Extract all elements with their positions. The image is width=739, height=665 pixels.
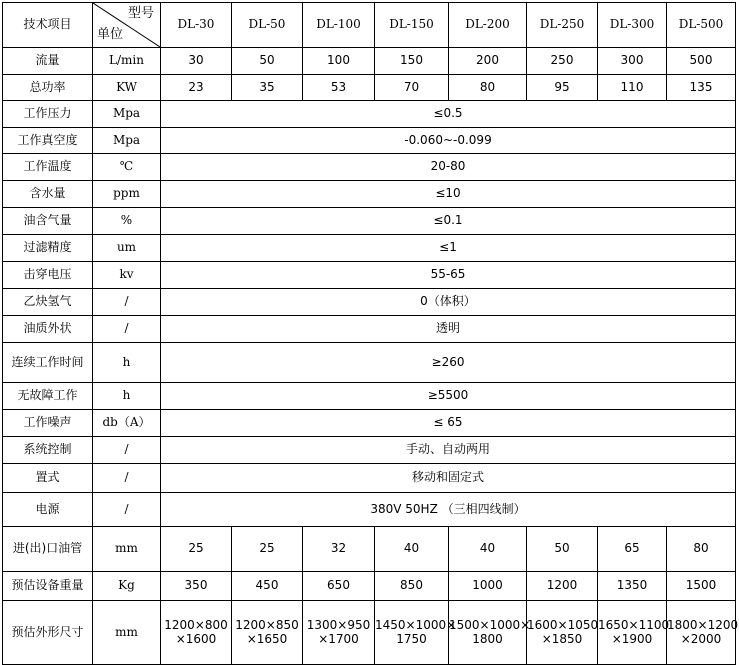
row-unit: um [93, 235, 161, 262]
model-header: DL-200 [449, 3, 527, 48]
row-label: 工作真空度 [3, 128, 93, 154]
row-unit: KW [93, 75, 161, 101]
size-line-2: ×1600 [175, 631, 217, 646]
row-value: 650 [303, 572, 375, 601]
size-line-1: 1600×1050 [527, 617, 599, 632]
row-value: 53 [303, 75, 375, 101]
size-value [667, 601, 739, 665]
model-header: DL-500 [667, 3, 736, 48]
row-label: 流量 [3, 48, 93, 75]
row-value: ≤1 [161, 235, 736, 262]
row-mtbf [3, 383, 736, 410]
row-unit: / [93, 437, 161, 464]
row-supply [3, 493, 736, 527]
row-label: 工作温度 [3, 154, 93, 181]
row-unit: / [93, 289, 161, 316]
row-gas [3, 208, 736, 235]
model-header: DL-250 [527, 3, 598, 48]
size-value [449, 601, 531, 665]
row-value: 25 [232, 527, 303, 572]
model-header: DL-30 [161, 3, 232, 48]
row-value: 80 [449, 75, 527, 101]
row-label: 击穿电压 [3, 262, 93, 289]
row-label: 进(出)口油管 [3, 527, 93, 572]
row-value: 150 [375, 48, 449, 75]
header-corner-cell [93, 3, 161, 48]
row-unit: ppm [93, 181, 161, 208]
row-label: 连续工作时间 [3, 343, 93, 383]
row-unit: kv [93, 262, 161, 289]
size-line-2: 1750 [396, 631, 427, 646]
size-line-2: ×1900 [611, 631, 653, 646]
size-value [303, 601, 375, 665]
row-unit: Kg [93, 572, 161, 601]
row-value: 65 [598, 527, 667, 572]
row-value: ≥260 [161, 343, 736, 383]
row-filter [3, 235, 736, 262]
row-unit: mm [93, 527, 161, 572]
corner-model-label: 型号 [127, 6, 154, 21]
row-label: 乙炔氢气 [3, 289, 93, 316]
row-mount [3, 464, 736, 493]
row-acetylene [3, 289, 736, 316]
row-power [3, 75, 736, 101]
row-value: 1500 [667, 572, 736, 601]
row-unit: Mpa [93, 101, 161, 128]
row-label: 油质外状 [3, 316, 93, 343]
size-line-1: 1200×850 [235, 617, 299, 632]
row-label: 系统控制 [3, 437, 93, 464]
row-value: 450 [232, 572, 303, 601]
row-label: 总功率 [3, 75, 93, 101]
row-value: 40 [375, 527, 449, 572]
header-row [3, 3, 736, 48]
row-value: 23 [161, 75, 232, 101]
row-unit: db（A） [93, 410, 161, 437]
row-value: 25 [161, 527, 232, 572]
row-unit: L/min [93, 48, 161, 75]
row-value: 1000 [449, 572, 527, 601]
row-value: 380V 50HZ （三相四线制） [161, 493, 736, 527]
row-label: 含水量 [3, 181, 93, 208]
size-value [375, 601, 457, 665]
row-noise [3, 410, 736, 437]
row-water [3, 181, 736, 208]
row-weight [3, 572, 736, 601]
row-value: ≥5500 [161, 383, 736, 410]
row-value: 110 [598, 75, 667, 101]
header-item-label: 技术项目 [3, 3, 93, 48]
row-size [3, 601, 736, 665]
model-header: DL-100 [303, 3, 375, 48]
row-flow [3, 48, 736, 75]
row-value: 0（体积） [161, 289, 736, 316]
row-value: 20-80 [161, 154, 736, 181]
row-value: 100 [303, 48, 375, 75]
row-value: 32 [303, 527, 375, 572]
row-control [3, 437, 736, 464]
row-label: 预估设备重量 [3, 572, 93, 601]
row-value: 50 [232, 48, 303, 75]
row-unit: Mpa [93, 128, 161, 154]
row-unit: h [93, 343, 161, 383]
row-unit: / [93, 464, 161, 493]
row-value: 手动、自动两用 [161, 437, 736, 464]
row-value: 850 [375, 572, 449, 601]
size-line-1: 1300×950 [306, 617, 371, 632]
size-line-1: 1500×1000× [449, 617, 531, 632]
row-unit: / [93, 316, 161, 343]
size-line-2: 1800 [472, 631, 503, 646]
row-value: 1200 [527, 572, 598, 601]
row-vacuum [3, 128, 736, 154]
row-value: 40 [449, 527, 527, 572]
row-value: 1350 [598, 572, 667, 601]
size-line-1: 1200×800 [164, 617, 228, 632]
row-unit: ℃ [93, 154, 161, 181]
size-line-2: ×1650 [246, 631, 288, 646]
row-unit: / [93, 493, 161, 527]
model-header: DL-50 [232, 3, 303, 48]
row-value: 200 [449, 48, 527, 75]
row-temp [3, 154, 736, 181]
row-value: ≤0.1 [161, 208, 736, 235]
row-unit: h [93, 383, 161, 410]
row-value: 55-65 [161, 262, 736, 289]
size-value [161, 601, 232, 665]
row-value: ≤ 65 [161, 410, 736, 437]
size-line-1: 1450×1000× [375, 617, 457, 632]
row-value: 135 [667, 75, 736, 101]
row-value: 移动和固定式 [161, 464, 736, 493]
row-value: 80 [667, 527, 736, 572]
row-value: ≤10 [161, 181, 736, 208]
row-unit: mm [93, 601, 161, 665]
row-unit: % [93, 208, 161, 235]
size-line-2: ×1700 [318, 631, 359, 646]
model-header: DL-300 [598, 3, 667, 48]
row-value: 50 [527, 527, 598, 572]
row-value: 透明 [161, 316, 736, 343]
size-line-2: ×2000 [680, 631, 722, 646]
row-value: 300 [598, 48, 667, 75]
row-appearance [3, 316, 736, 343]
row-label: 预估外形尺寸 [3, 601, 93, 665]
row-label: 油含气量 [3, 208, 93, 235]
row-value: 35 [232, 75, 303, 101]
row-pipe [3, 527, 736, 572]
size-line-1: 1650×1100 [598, 617, 670, 632]
row-value: 350 [161, 572, 232, 601]
spec-table [2, 2, 739, 665]
size-value [598, 601, 670, 665]
size-value [232, 601, 303, 665]
row-label: 工作压力 [3, 101, 93, 128]
row-value: -0.060~-0.099 [161, 128, 736, 154]
row-label: 过滤精度 [3, 235, 93, 262]
model-header: DL-150 [375, 3, 449, 48]
row-value: 95 [527, 75, 598, 101]
row-label: 电源 [3, 493, 93, 527]
row-value: 500 [667, 48, 736, 75]
row-pressure [3, 101, 736, 128]
row-label: 置式 [3, 464, 93, 493]
row-value: 70 [375, 75, 449, 101]
row-continuous [3, 343, 736, 383]
row-value: 250 [527, 48, 598, 75]
corner-unit-label: 单位 [97, 27, 124, 43]
row-label: 工作噪声 [3, 410, 93, 437]
row-value: 30 [161, 48, 232, 75]
row-breakdown [3, 262, 736, 289]
row-label: 无故障工作 [3, 383, 93, 410]
size-line-2: ×1850 [541, 631, 583, 646]
size-value [527, 601, 598, 665]
size-line-1: 1800×1200 [667, 617, 739, 632]
row-value: ≤0.5 [161, 101, 736, 128]
